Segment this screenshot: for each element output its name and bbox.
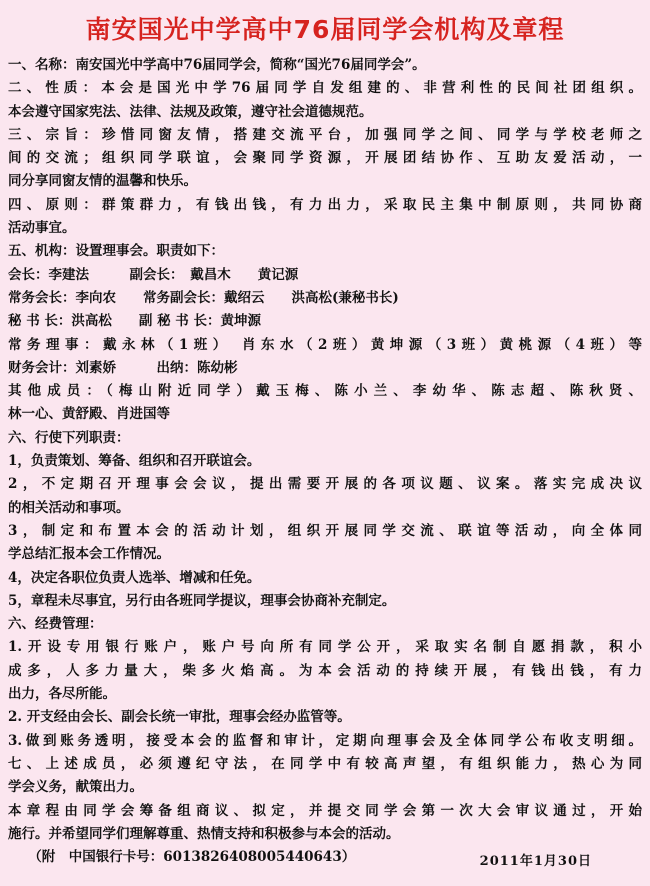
text-line: 六、经费管理：	[8, 616, 103, 633]
document-title: 南安国光中学高中76届同学会机构及章程	[85, 15, 565, 44]
text-line: 常务会长：李向农 常务副会长：戴绍云 洪高松(兼秘书长)	[8, 289, 399, 306]
text-line: 其他成员：（梅山附近同学）戴玉梅、陈小兰、李幼华、陈志超、陈秋贤、	[8, 383, 642, 400]
text-line: 同分享同窗友情的温馨和快乐。	[8, 173, 197, 190]
text-line: 本会遵守国家宪法、法律、法规及政策，遵守社会道德规范。	[8, 103, 373, 120]
text-line: 1.开设专用银行账户，账户号向所有同学公开，采取实名制自愿捐款，积小	[8, 639, 642, 656]
text-line: 1，负责策划、筹备、组织和召开联谊会。	[8, 453, 261, 470]
text-line: 3.做到账务透明，接受本会的监督和审计，定期向理事会及全体同学公布收支明细。	[8, 732, 642, 749]
text-line: 一、名称：南安国光中学高中76届同学会，简称“国光76届同学会”。	[8, 57, 426, 73]
document-body	[8, 54, 642, 869]
text-line: 三、宗旨：珍惜同窗友情，搭建交流平台，加强同学之间、同学与学校老师之	[8, 126, 642, 143]
text-line: 秘 书 长：洪高松 副 秘 书 长：黄坤源	[8, 313, 261, 330]
text-line: 3，制定和布置本会的活动计划，组织开展同学交流、联谊等活动，向全体同	[8, 522, 642, 539]
text-line: 财务会计：刘素娇 出纳：陈幼彬	[8, 359, 238, 376]
text-line: 4，决定各职位负责人选举、增减和任免。	[8, 569, 261, 586]
text-line: （附 中国银行卡号：6013826408005440643）	[8, 849, 356, 866]
text-line: 2，不定期召开理事会会议，提出需要开展的各项议题、议案。落实完成决议	[8, 476, 642, 493]
text-line: 学会义务，献策出力。	[8, 779, 143, 796]
text-line: 二、性质：本会是国光中学76届同学自发组建的、非营利性的民间社团组织。	[8, 80, 642, 97]
text-line: 出力，各尽所能。	[8, 686, 116, 703]
text-line: 5，章程未尽事宜，另行由各班同学提议，理事会协商补充制定。	[8, 592, 396, 609]
text-line: 四、原则：群策群力，有钱出钱，有力出力，采取民主集中制原则，共同协商	[8, 196, 642, 213]
document-date: 2011年1月30日	[479, 854, 592, 869]
text-line: 的相关活动和事项。	[8, 499, 130, 516]
text-line: 2. 开支经由会长、副会长统一审批，理事会经办监管等。	[8, 709, 351, 726]
text-line: 常务理事：戴永林（1班） 肖东水（2班）黄坤源（3班）黄桃源（4班）等	[8, 336, 642, 353]
text-line: 间的交流；组织同学联谊，会聚同学资源，开展团结协作、互助友爱活动，一	[8, 150, 642, 167]
text-line: 五、机构：设置理事会。职责如下：	[8, 243, 224, 260]
text-line: 林一心、黄舒殿、肖进国等	[8, 406, 170, 423]
text-line: 会长：李建法 副会长： 戴昌木 黄记源	[8, 266, 299, 283]
text-line: 七、上述成员，必须遵纪守法，在同学中有较高声望，有组织能力，热心为同	[8, 755, 642, 772]
text-line: 本章程由同学会筹备组商议、拟定，并提交同学会第一次大会审议通过，开始	[8, 802, 642, 819]
text-line: 施行。并希望同学们理解尊重、热情支持和积极参与本会的活动。	[8, 825, 400, 842]
text-line: 六、行使下列职责：	[8, 429, 130, 446]
text-line: 活动事宜。	[8, 220, 76, 237]
text-line: 学总结汇报本会工作情况。	[8, 546, 170, 563]
text-line: 成多，人多力量大，柴多火焰高。为本会活动的持续开展，有钱出钱，有力	[8, 662, 642, 679]
